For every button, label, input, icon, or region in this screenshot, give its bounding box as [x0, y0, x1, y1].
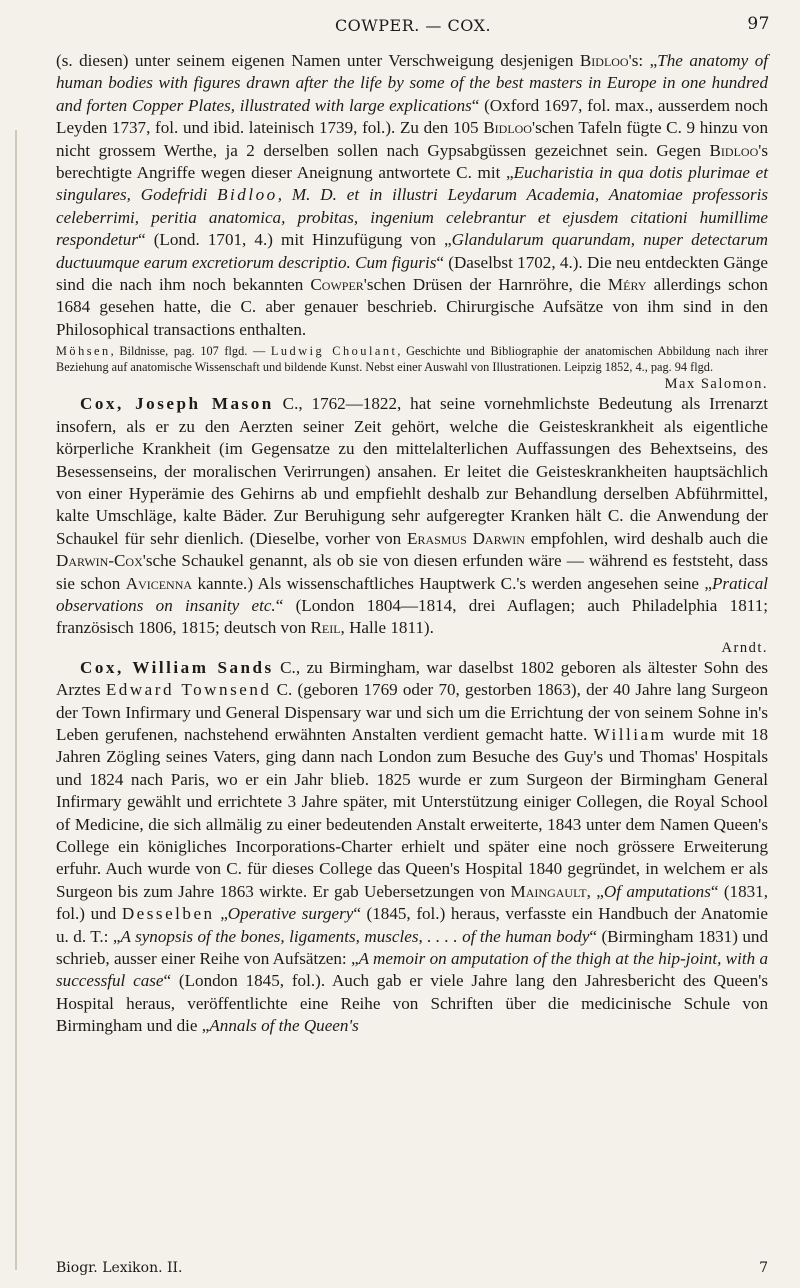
- cowper-author: Max Salomon.: [664, 376, 768, 393]
- header-title: COWPER. — COX.: [334, 15, 492, 35]
- entry-cox-william: Cox, William Sands C., zu Birmingham, war daselbst 1802 geboren als ältester Sohn des Arztes Edward Townsend C. (geboren 1769 oder 70, gestorben 1863), der 40 Jahre lang Surgeon der Town Infirmary und General Dispensary war und sich um die Errichtung der von seinem Sohne in's Leben gerufenen, nachstehend erwähnten Anstalten verdient gemacht hatte. William wurde mit 18 Jahren Zögling seines Vaters, ging dann nach London zum Besuche des Guy's und Thomas' Hospitals und 1824 nach Paris, wo er ein Jahr blieb. 1825 wurde er zum Surgeon der Birmingham General Infirmary gewählt und errichtete 3 Jahre später, mit Unterstützung einiger Collegen, die Royal School of Medicine, die sich allmälig zu einer bedeutenden Anstalt erweiterte, 1843 unter dem Namen Queen's College ein königliches Incorporations-Charter erhielt und später eine noch grössere Erweiterung erfuhr. Auch wurde von C. für dieses College das Queen's Hospital 1840 gegründet, in welchem er als Surgeon bis zum Jahre 1863 wirkte. Er gab Uebersetzungen von Maingault, „Of amputations“ (1831, fol.) und Desselben „Operative surgery“ (1845, fol.) heraus, verfasste ein Handbuch der Anatomie u. d. T.: „A synopsis of the bones, ligaments, muscles, . . . . of the human body“ (Birmingham 1831) und schrieb, ausser einer Reihe von Aufsätzen: „A memoir on amputation of the thigh at the hip-joint, with a successful case“ (London 1845, fol.). Auch gab er viele Jahre lang den Jahresbericht des Queen's Hospital heraus, veröffentlichte eine Reihe von Schriften über die medicinische Schule von Birmingham und die „Annals of the Queen's: [56, 657, 768, 1036]
- cox-joseph-author: Arndt.: [721, 639, 768, 656]
- entry-headword: Cox, Joseph Mason: [80, 394, 274, 414]
- cowper-continuation: (s. diesen) unter seinem eigenen Namen unter Verschweigung desjenigen Bidloo's: „The anatomy of human bodies with figures drawn after the life by some of the best masters in Europe in one hundred and forten Copper Plates, illustrated with large explications“ (Oxford 1697, fol. max., ausserdem noch Leyden 1737, fol. und ibid. lateinisch 1739, fol.). Zu den 105 Bidloo'schen Tafeln fügte C. 9 hinzu von nicht grossem Werthe, ja 2 derselben sollen nach Gypsabgüssen gezeichnet sein. Gegen Bidloo's berechtigte Angriffe wegen dieser Aneignung antwortete C. mit „Eucharistia in qua dotis plurimae et singulares, Godefridi Bidloo, M. D. et in illustri Leydarum Academia, Anatomiae professoris celeberrimi, peritia anatomica, probitas, ingenium celebrantur et ejusdem citationi humillime respondetur“ (Lond. 1701, 4.) mit Hinzufügung von „Glandularum quarundam, nuper detectarum ductuumque earum excretiorum descriptio. Cum figuris“ (Daselbst 1702, 4.). Die neu entdeckten Gänge sind die nach ihm noch bekannten Cowper'schen Drüsen der Harnröhre, die Méry allerdings schon 1684 gesehen hatte, die C. aber genauer beschrieb. Chirurgische Aufsätze von ihm sind in den Philosophical transactions enthalten.: [56, 51, 769, 339]
- cowper-references: Möhsen, Bildnisse, pag. 107 flgd. — Ludwig Choulant, Geschichte und Bibliographie der anatomischen Abbildung nach ihrer Beziehung auf anatomische Wissenschaft und bildende Kunst. Nebst einer Auswahl von Illustrationen. Leipzig 1852, 4., pag. 94 flgd.: [56, 344, 768, 374]
- running-header: [56, 10, 770, 40]
- page-footer: [56, 1260, 768, 1276]
- entry-headword: Cox, William Sands: [80, 657, 274, 677]
- entry-cox-joseph: Cox, Joseph Mason C., 1762—1822, hat seine vornehmlichste Bedeutung als Irrenarzt insofern, als er zu den Aerzten seiner Zeit gehört, welche die Geisteskrankheit als eigentliche körperliche Krankheit (im Gegensatze zu den mittelalterlichen Auffassungen des Behextseins, des Besessenseins, der moralischen Verirrungen) ansahen. Er leitet die Geisteskrankheiten hauptsächlich von einer Hyperämie des Gehirns ab und empfiehlt deshalb zur Behandlung derselben Abführmittel, kalte Umschläge, kalte Bäder. Zur Beruhigung sehr aufgeregter Kranken hält C. die Anwendung der Schaukel für sehr dienlich. (Dieselbe, vorher von Erasmus Darwin empfohlen, wird deshalb auch die Darwin-Cox'sche Schaukel genannt, als ob sie von diesen erfunden wäre — während es feststeht, dass sie schon Avicenna kannte.) Als wissenschaftliches Hauptwerk C.'s werden angesehen seine „Pratical observations on insanity etc.“ (London 1804—1814, drei Auflagen; auch Philadelphia 1811; französisch 1806, 1815; deutsch von Reil, Halle 1811).: [56, 394, 768, 638]
- page-number: 97: [747, 14, 770, 34]
- article-body: [56, 50, 768, 1038]
- footer-signature: 7: [759, 1260, 768, 1276]
- page-edge-rule: [15, 130, 17, 1270]
- footer-source: Biogr. Lexikon. II.: [56, 1260, 183, 1276]
